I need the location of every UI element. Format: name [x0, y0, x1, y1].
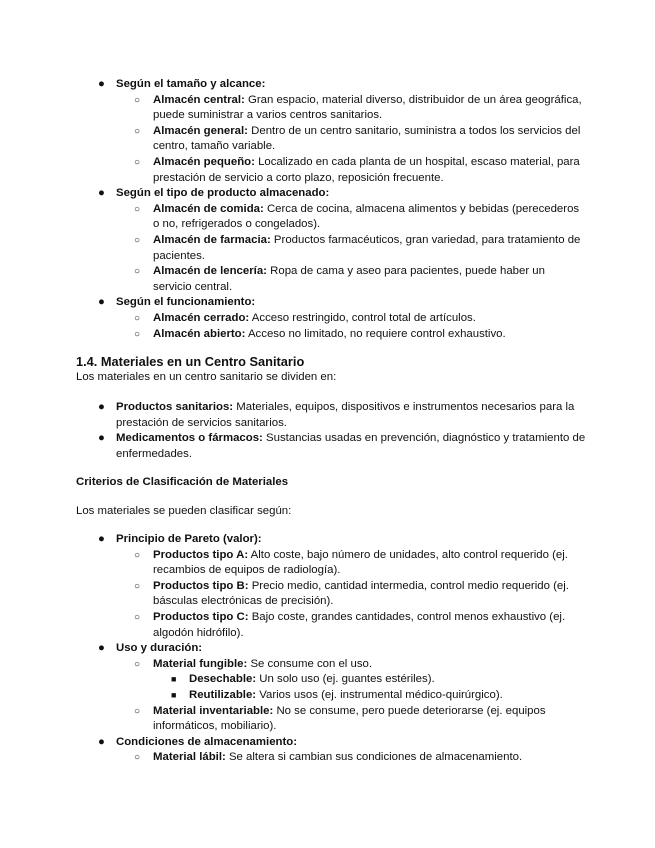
list-item	[76, 610, 586, 641]
item-term: Productos tipo B:	[153, 579, 249, 592]
item-text: No se consume, pero puede deteriorarse (ej. equipos informáticos, mobiliario).	[153, 704, 546, 733]
list-item	[76, 295, 586, 311]
list-item	[76, 233, 586, 264]
list-item	[76, 688, 586, 704]
item-text: Un solo uso (ej. guantes estériles).	[256, 673, 435, 686]
criteria-list	[76, 532, 586, 766]
item-term: Almacén abierto:	[153, 327, 246, 340]
list-item	[76, 93, 586, 124]
circle-marker: ○	[134, 156, 141, 168]
bullet-marker: ●	[98, 735, 105, 748]
list-item	[76, 155, 586, 186]
item-text: Materiales, equipos, dispositivos e instrumentos necesarios para la prestación de servicios sanitarios.	[116, 401, 575, 429]
group-label: Según el tipo de producto almacenado:	[116, 187, 330, 200]
list-item	[76, 704, 586, 735]
circle-marker: ○	[134, 328, 141, 340]
item-text: Acceso no limitado, no requiere control exhaustivo.	[245, 327, 506, 340]
list-item	[76, 124, 586, 155]
item-term: Almacén de farmacia:	[153, 233, 271, 246]
list-item	[76, 672, 586, 688]
item-text: Sustancias usadas en prevención, diagnóstico y tratamiento de enfermedades.	[116, 432, 586, 460]
item-text: Precio medio, cantidad intermedia, control medio requerido (ej. básculas electrónicas de precisión).	[153, 579, 569, 608]
item-term: Material inventariable:	[153, 704, 274, 717]
circle-marker: ○	[134, 658, 141, 670]
item-text: Productos farmacéuticos, gran variedad, para tratamiento de pacientes.	[153, 233, 581, 262]
circle-marker: ○	[134, 549, 141, 561]
item-term: Material fungible:	[153, 657, 248, 670]
item-text: Alto coste, bajo número de unidades, alto control requerido (ej. recambios de equipos de radiología).	[153, 548, 568, 577]
item-text: Localizado en cada planta de un hospital, escaso material, para prestación de servicio a corto plazo, reposición frecuente.	[153, 155, 580, 184]
list-item	[76, 750, 586, 766]
materials-list	[76, 400, 586, 462]
materials-section	[76, 354, 586, 385]
bullet-marker: ●	[98, 533, 105, 545]
item-term: Almacén de lencería:	[153, 265, 267, 278]
list-item	[76, 548, 586, 579]
list-item	[76, 400, 586, 431]
group-label: Uso y duración:	[116, 642, 203, 655]
warehouse-types-list	[76, 77, 586, 342]
bullet-marker: ●	[98, 642, 105, 655]
bullet-marker: ●	[98, 432, 105, 445]
list-item	[76, 641, 586, 657]
square-marker: ■	[171, 689, 177, 700]
item-term: Almacén cerrado:	[153, 311, 250, 324]
bullet-marker: ●	[98, 401, 105, 413]
bullet-marker: ●	[98, 187, 105, 200]
item-term: Productos sanitarios:	[116, 401, 234, 413]
list-item	[76, 532, 586, 548]
group-label: Principio de Pareto (valor):	[116, 533, 262, 545]
item-term: Almacén de comida:	[153, 202, 264, 215]
group-label: Según el tamaño y alcance:	[116, 78, 266, 90]
list-item	[76, 77, 586, 93]
item-term: Almacén central:	[153, 93, 245, 106]
circle-marker: ○	[134, 312, 141, 324]
circle-marker: ○	[134, 705, 141, 717]
bullet-marker: ●	[98, 78, 105, 90]
section-heading: 1.4. Materiales en un Centro Sanitario	[76, 354, 305, 369]
item-text: Ropa de cama y aseo para pacientes, puede haber un servicio central.	[153, 265, 545, 293]
list-item	[76, 431, 586, 462]
subsection-intro: Los materiales se pueden clasificar según:	[76, 505, 292, 517]
item-term: Almacén pequeño:	[153, 155, 255, 168]
item-term: Material lábil:	[153, 751, 226, 764]
square-marker: ■	[171, 674, 177, 685]
circle-marker: ○	[134, 94, 141, 106]
circle-marker: ○	[134, 266, 141, 278]
list-item	[76, 202, 586, 233]
item-term: Medicamentos o fármacos:	[116, 432, 263, 445]
item-text: Acceso restringido, control total de artículos.	[249, 311, 476, 324]
criteria-section	[76, 475, 586, 491]
item-term: Desechable:	[189, 673, 257, 686]
item-term: Reutilizable:	[189, 688, 257, 701]
item-text: Dentro de un centro sanitario, suministra a todos los servicios del centro, tamaño variable.	[153, 124, 581, 153]
group-label: Según el funcionamiento:	[116, 296, 256, 309]
section-intro: Los materiales en un centro sanitario se dividen en:	[76, 370, 337, 383]
circle-marker: ○	[134, 125, 141, 137]
criteria-intro-block	[76, 504, 586, 520]
item-term: Productos tipo C:	[153, 610, 249, 623]
list-item	[76, 264, 586, 295]
list-item	[76, 311, 586, 327]
item-text: Se consume con el uso.	[247, 657, 373, 670]
item-term: Productos tipo A:	[153, 548, 249, 561]
circle-marker: ○	[134, 580, 141, 592]
circle-marker: ○	[134, 752, 141, 764]
list-item	[76, 579, 586, 610]
bullet-marker: ●	[98, 296, 105, 309]
circle-marker: ○	[134, 203, 141, 215]
item-text: Gran espacio, material diverso, distribuidor de un área geográfica, puede suministrar a varios centros sanitarios.	[153, 93, 582, 122]
group-label: Condiciones de almacenamiento:	[116, 735, 298, 748]
subsection-heading: Criterios de Clasificación de Materiales	[76, 476, 289, 488]
item-text: Cerca de cocina, almacena alimentos y bebidas (perecederos o no, refrigerados o congelados).	[153, 202, 580, 231]
item-text: Varios usos (ej. instrumental médico-quirúrgico).	[256, 688, 503, 701]
list-item	[76, 735, 586, 751]
list-item	[76, 186, 586, 202]
item-text: Bajo coste, grandes cantidades, control menos exhaustivo (ej. algodón hidrófilo).	[153, 610, 566, 639]
item-text: Se altera si cambian sus condiciones de almacenamiento.	[225, 751, 523, 764]
list-item	[76, 657, 586, 673]
item-term: Almacén general:	[153, 124, 248, 137]
circle-marker: ○	[134, 611, 141, 623]
circle-marker: ○	[134, 234, 141, 246]
list-item	[76, 327, 586, 343]
